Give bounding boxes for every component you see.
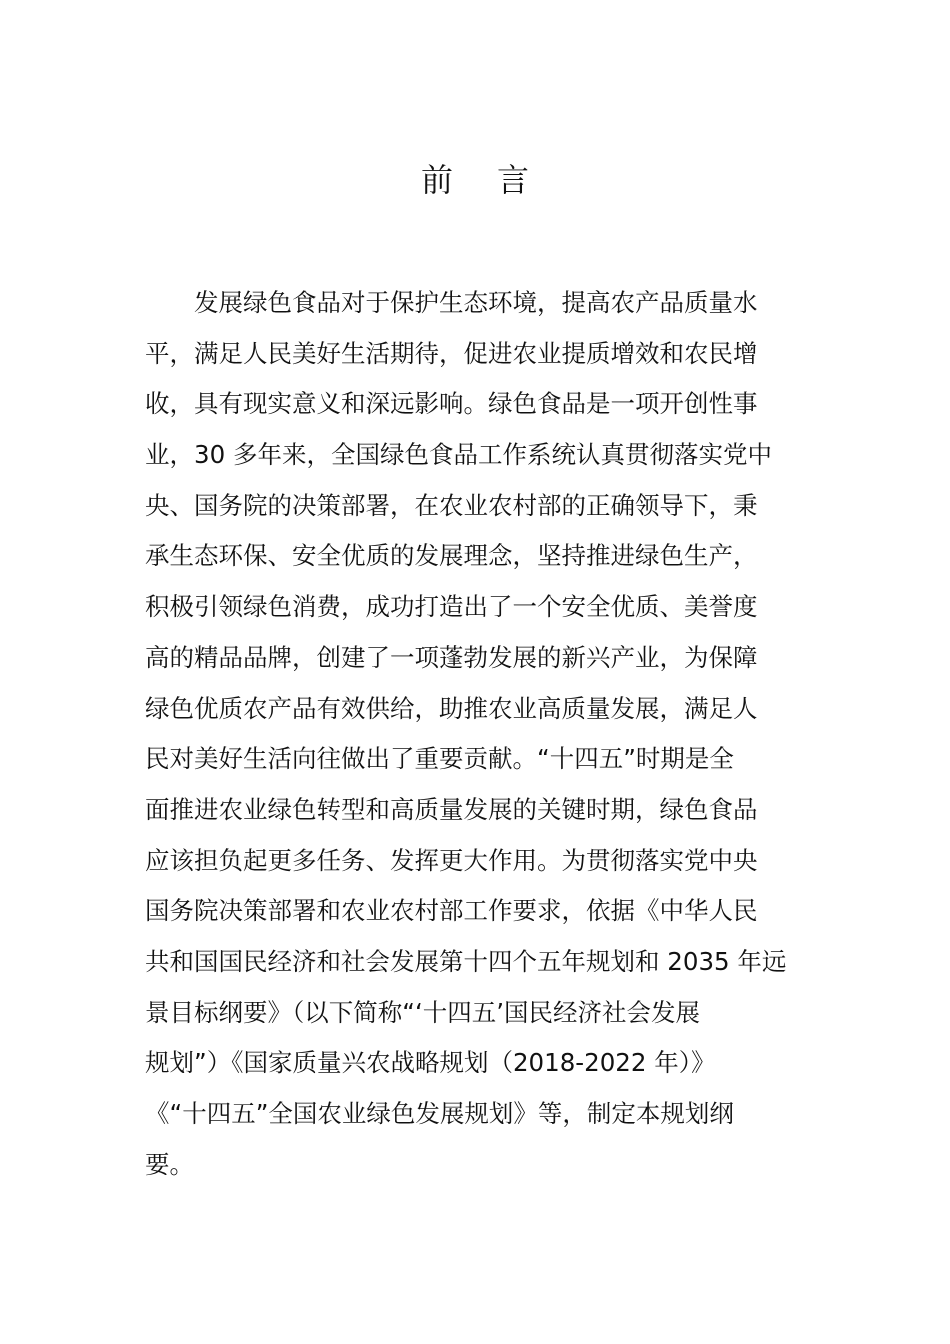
- paragraph-line: 业，30 多年来，全国绿色食品工作系统认真贯彻落实党中: [145, 440, 772, 470]
- paragraph-line: 应该担负起更多任务、发挥更大作用。为贯彻落实党中央: [145, 845, 758, 875]
- paragraph-line: 高的精品品牌，创建了一项蓬勃发展的新兴产业，为保障: [145, 642, 758, 672]
- paragraph-line: 国务院决策部署和农业农村部工作要求，依据《中华人民: [145, 896, 758, 926]
- paragraph-line: 央、国务院的决策部署，在农业农村部的正确领导下，秉: [145, 490, 758, 520]
- paragraph-line: 景目标纲要》（以下简称“‘十四五’国民经济社会发展: [145, 997, 701, 1027]
- paragraph-line: 承生态环保、安全优质的发展理念，坚持推进绿色生产，: [145, 541, 758, 571]
- paragraph-line: 规划”）《国家质量兴农战略规划（2018-2022 年）》: [145, 1048, 716, 1078]
- paragraph-line: 积极引领绿色消费，成功打造出了一个安全优质、美誉度: [145, 592, 758, 622]
- paragraph-line: 收，具有现实意义和深远影响。绿色食品是一项开创性事: [145, 389, 758, 419]
- paragraph-line: 《“十四五”全国农业绿色发展规划》等，制定本规划纲: [145, 1099, 734, 1128]
- paragraph-line: 发展绿色食品对于保护生态环境，提高农产品质量水: [194, 288, 758, 317]
- paragraph-line: 要。: [145, 1149, 194, 1179]
- paragraph-line: 绿色优质农产品有效供给，助推农业高质量发展，满足人: [145, 693, 758, 723]
- preface-paragraph: [145, 278, 805, 1190]
- paragraph-line: 平，满足人民美好生活期待，促进农业提质增效和农民增: [145, 338, 758, 368]
- page-title: [0, 150, 950, 210]
- paragraph-line: 面推进农业绿色转型和高质量发展的关键时期，绿色食品: [145, 794, 758, 824]
- paragraph-line: 共和国国民经济和社会发展第十四个五年规划和 2035 年远: [145, 946, 787, 976]
- title-char-1: 前: [420, 161, 453, 199]
- paragraph-line: 民对美好生活向往做出了重要贡献。“十四五”时期是全: [145, 744, 734, 774]
- title-char-2: 言: [497, 161, 530, 199]
